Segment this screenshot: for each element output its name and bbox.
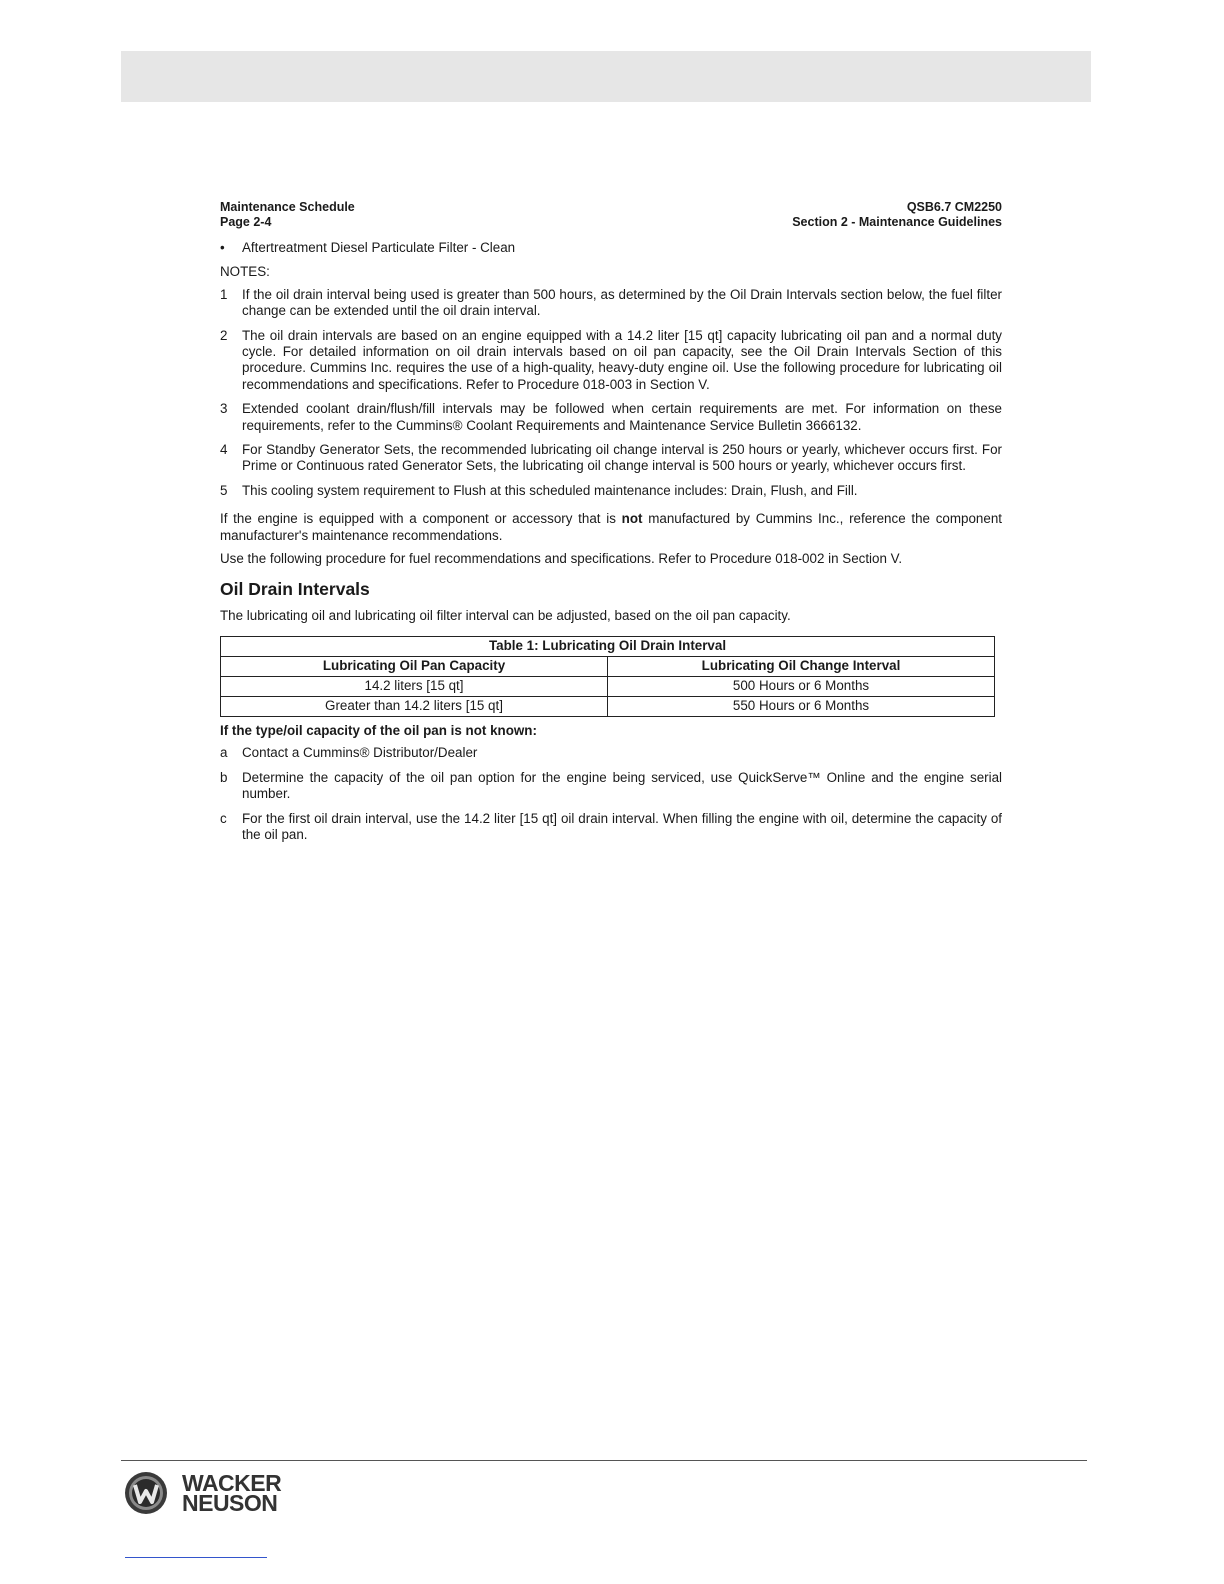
note-number: 1 (220, 286, 228, 302)
logo-mark-icon (124, 1471, 168, 1515)
note-text: Extended coolant drain/flush/fill intervals may be followed when certain requirements are met. For information on these requirements, refer to the Cummins® Coolant Requirements and Maintenance Service Bulletin 3666132. (242, 401, 1002, 433)
notes-list (220, 287, 1002, 499)
step-letter: c (220, 810, 227, 826)
note-text: If the oil drain interval being used is greater than 500 hours, as determined by the Oil Drain Intervals section below, the fuel filter change can be extended until the oil drain interval. (242, 286, 1002, 319)
note-text: This cooling system requirement to Flush at this scheduled maintenance includes: Drain, Flush, and Fill. (242, 482, 858, 498)
logo-line-1: WACKER (182, 1470, 282, 1496)
oil-drain-table (220, 636, 995, 717)
step-letter: a (220, 745, 228, 761)
note-item (220, 483, 1002, 499)
column-header: Lubricating Oil Change Interval (608, 656, 995, 676)
table-header-row (221, 656, 995, 676)
fuel-paragraph: Use the following procedure for fuel recommendations and specifications. Refer to Procedure 018-002 in Section V. (220, 551, 903, 567)
note-number: 4 (220, 442, 228, 458)
header-section: Section 2 - Maintenance Guidelines (792, 215, 1002, 229)
note-item (220, 442, 1002, 475)
table-cell: 14.2 liters [15 qt] (221, 676, 608, 696)
top-header-band (121, 51, 1091, 102)
header-model: QSB6.7 CM2250 (906, 200, 1002, 214)
footer-divider (121, 1460, 1087, 1461)
page-header (220, 200, 1002, 230)
column-header: Lubricating Oil Pan Capacity (221, 656, 608, 676)
bullet-text: Aftertreatment Diesel Particulate Filter - Clean (242, 240, 516, 255)
table-caption: Table 1: Lubricating Oil Drain Interval (221, 636, 995, 656)
component-paragraph (220, 511, 1002, 544)
table-cell: 500 Hours or 6 Months (608, 676, 995, 696)
table-row (221, 676, 995, 696)
note-item (220, 401, 1002, 434)
unknown-capacity-heading: If the type/oil capacity of the oil pan is not known: (220, 722, 537, 738)
step-text: Contact a Cummins® Distributor/Dealer (242, 745, 478, 761)
notes-label: NOTES: (220, 264, 270, 280)
note-text: For Standby Generator Sets, the recommended lubricating oil change interval is 250 hours or yearly, whichever occurs first. For Prime or Continuous rated Generator Sets, the lubricating oil change interval is 500 hours or yearly, whichever occurs first. (242, 442, 1002, 474)
footer-link-underline[interactable] (125, 1557, 267, 1558)
step-item (220, 770, 1002, 803)
step-item (220, 745, 1002, 761)
component-text-after: manufactured by Cummins Inc., reference the component manufacturer's maintenance recommendations. (220, 511, 1002, 543)
note-number: 5 (220, 482, 228, 498)
bullet-item (220, 240, 1002, 256)
step-text: For the first oil drain interval, use the 14.2 liter [15 qt] oil drain interval. When filling the engine with oil, determine the capacity of the oil pan. (242, 810, 1002, 842)
table-caption-row (221, 636, 995, 656)
table-row (221, 696, 995, 716)
note-text: The oil drain intervals are based on an engine equipped with a 14.2 liter [15 qt] capacity lubricating oil pan and a normal duty cycle. For detailed information on oil drain intervals based on oil pan capacity, see the Oil Drain Intervals Section of this procedure. Cummins Inc. requires the use of a high-quality, heavy-duty engine oil. Use the following procedure for lubricating oil recommendations and specifications. Refer to Procedure 018-003 in Section V. (242, 327, 1002, 392)
steps-list (220, 745, 1002, 843)
scanned-page (220, 200, 1002, 843)
note-item (220, 328, 1002, 394)
component-text-bold: not (621, 511, 643, 527)
header-page-number: Page 2-4 (220, 215, 272, 229)
logo-line-2: NEUSON (182, 1490, 278, 1516)
step-item (220, 811, 1002, 844)
header-title: Maintenance Schedule (220, 200, 355, 214)
bullet-mark: • (220, 240, 225, 255)
step-letter: b (220, 769, 228, 785)
table-cell: Greater than 14.2 liters [15 qt] (221, 696, 608, 716)
component-text-before: If the engine is equipped with a component or accessory that is (220, 511, 622, 527)
section-intro: The lubricating oil and lubricating oil filter interval can be adjusted, based on the oil pan capacity. (220, 607, 791, 623)
header-right (792, 200, 1002, 230)
note-number: 2 (220, 327, 228, 343)
logo-wordmark (182, 1470, 282, 1516)
note-number: 3 (220, 401, 228, 417)
wacker-neuson-logo (124, 1471, 281, 1515)
note-item (220, 287, 1002, 320)
step-text: Determine the capacity of the oil pan option for the engine being serviced, use QuickServe™ Online and the engine serial number. (242, 769, 1002, 802)
section-title: Oil Drain Intervals (220, 578, 370, 599)
table-cell: 550 Hours or 6 Months (608, 696, 995, 716)
header-left (220, 200, 355, 230)
